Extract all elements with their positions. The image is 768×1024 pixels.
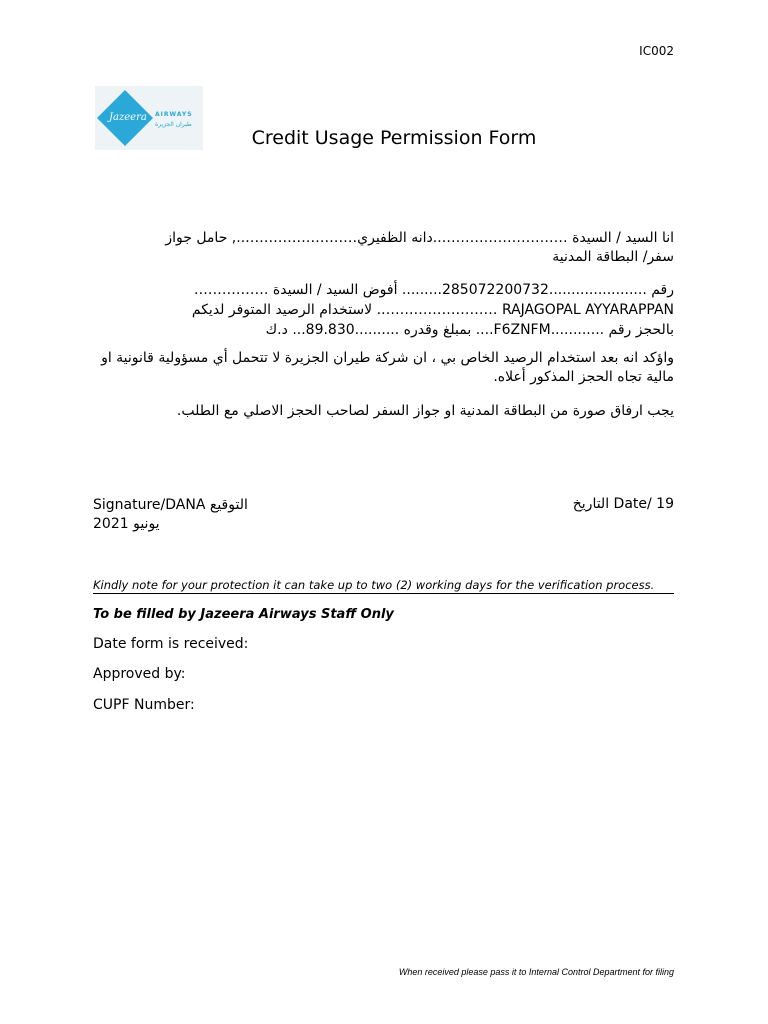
arabic-p2-line1: رقم ......................285072200732......... أفوض السيد / السيدة ……………. bbox=[194, 282, 674, 298]
arabic-p2-line3: بالحجز رقم ............F6ZNFM.... بمبلغ وقدره ..........89.830... د.ك bbox=[265, 322, 674, 338]
verification-note: Kindly note for your protection it can take up to two (2) working days for the verification process. bbox=[93, 578, 674, 594]
form-code: IC002 bbox=[639, 44, 674, 58]
arabic-p1-line1: انا السيد / السيدة ………………………..دانه الظفيري…………………….., حامل جواز bbox=[165, 230, 674, 246]
svg-text:Jazeera: Jazeera bbox=[109, 112, 147, 123]
page-title bbox=[0, 127, 768, 149]
arabic-paragraph-1 bbox=[94, 229, 674, 267]
date-label: Date/ 19 التاريخ bbox=[572, 496, 674, 512]
date-received-field: Date form is received: bbox=[93, 636, 249, 652]
svg-text:طيران الجزيرة: طيران الجزيرة bbox=[155, 121, 192, 128]
arabic-p1-line2: سفر/ البطاقة المدنية bbox=[552, 249, 674, 265]
arabic-paragraph-3: واؤكد انه بعد استخدام الرصيد الخاص بي ، ان شركة طيران الجزيرة لا تتحمل أي مسؤولية قانونية او مالية تجاه الحجز المذكور أعلاه. bbox=[101, 350, 674, 385]
footer-note: When received please pass it to Internal Control Department for filing bbox=[398, 967, 674, 977]
signature-label: Signature/DANA التوقيع bbox=[93, 497, 248, 513]
approved-by-field: Approved by: bbox=[93, 666, 186, 682]
arabic-paragraph-4: يجب ارفاق صورة من البطاقة المدنية او جواز السفر لصاحب الحجز الاصلي مع الطلب. bbox=[176, 403, 674, 419]
arabic-p2-line2: RAJAGOPAL AYYARAPPAN ……………….……. لاستخدام الرصيد المتوفر لديكم bbox=[191, 302, 674, 318]
signature-date-continuation: يونيو 2021 bbox=[93, 516, 160, 532]
arabic-paragraph-2 bbox=[94, 280, 674, 340]
svg-text:AIRWAYS: AIRWAYS bbox=[155, 111, 193, 118]
staff-only-heading: To be filled by Jazeera Airways Staff Only bbox=[93, 607, 394, 622]
signature-block bbox=[93, 496, 248, 534]
title-text: Credit Usage Permission Form bbox=[251, 127, 537, 149]
cupf-number-field: CUPF Number: bbox=[93, 697, 195, 713]
